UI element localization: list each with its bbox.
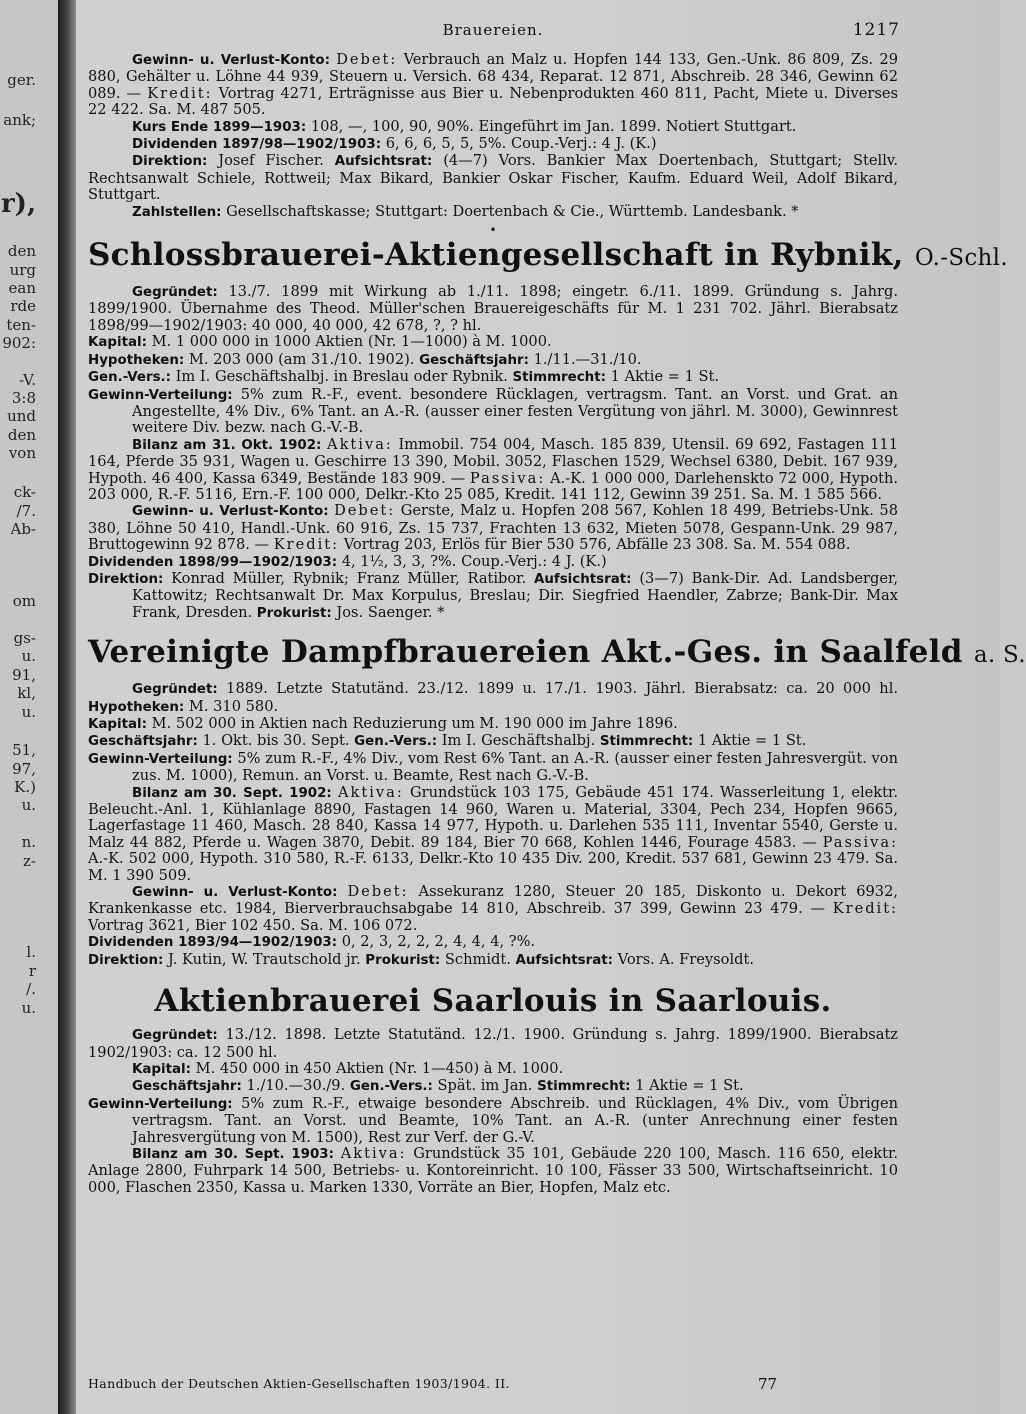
field-value: Gerste, Malz u. Hopfen 208 567, Kohlen 18 499, Betriebs-Unk. 58 380, Löhne 50 410, Handl.-Unk. 60 916, Zs. 15 737, Frachten 13 632, Mieten 5078, Gespann-Unk. 29 987, Bruttogewinn 92 878. — <box>88 502 899 554</box>
field-label: Kapital: <box>88 335 147 351</box>
kapital-line <box>88 1061 898 1078</box>
field-label: Gewinn-Verteilung: <box>88 387 233 403</box>
field-label: Stimmrecht: <box>599 734 694 750</box>
margin-fragment: ten- <box>6 316 36 334</box>
margin-fragment: r), <box>0 189 36 219</box>
kapital-line <box>88 716 898 733</box>
margin-fragment: om <box>12 592 36 610</box>
margin-fragment: Ab- <box>10 520 36 538</box>
margin-fragment: 3:8 <box>11 389 36 407</box>
running-header <box>88 22 898 52</box>
field-label: Geschäftsjahr: <box>419 352 529 368</box>
margin-fragment: 902: <box>2 334 36 352</box>
field-value: 1. Okt. bis 30. Sept. <box>202 732 350 750</box>
zahlstellen-line <box>88 204 898 221</box>
field-label: Geschäftsjahr: <box>88 734 198 750</box>
field-value: M. 502 000 in Aktien nach Reduzierung um M. 190 000 im Jahre 1896. <box>151 715 678 732</box>
field-value: Spät. im Jan. <box>437 1077 533 1095</box>
field-label: Gegründet: <box>132 1028 218 1044</box>
company-entry-saarlouis <box>88 983 898 1196</box>
company-name: Aktienbrauerei Saarlouis in Saarlouis. <box>154 983 832 1020</box>
field-value: Konrad Müller, Rybnik; Franz Müller, Ratibor. <box>171 569 527 587</box>
field-value: Vortrag 4271, Erträgnisse aus Bier u. Nebenprodukten 460 811, Pacht, Miete u. Diverses 22 422. Sa. M. 487 505. <box>88 84 899 119</box>
direktion-line <box>88 952 898 969</box>
field-label: Direktion: <box>88 571 164 587</box>
field-label: Aufsichtsrat: <box>515 952 613 968</box>
field-value: Jos. Saenger. * <box>336 603 445 621</box>
field-value: A.-K. 502 000, Hypoth. 310 580, R.-F. 6133, Delkr.-Kto 10 435 Div. 200, Kredit. 537 681, Gewinn 23 479. Sa. M. 1 390 509. <box>88 850 898 884</box>
field-value: Josef Fischer. <box>218 152 324 170</box>
bilanz-line <box>88 437 898 504</box>
field-value: Verbrauch an Malz u. Hopfen 144 133, Gen.-Unk. 86 809, Zs. 29 880, Gehälter u. Löhne 44 939, Steuern u. Versich. 68 434, Reparat. 12 871, Abschreib. 28 346, Gewinn 62 089. — <box>88 51 898 102</box>
field-label: Bilanz am 31. Okt. 1902: <box>132 437 322 453</box>
margin-fragment: rde <box>10 297 36 315</box>
hypotheken-line <box>88 352 898 369</box>
field-label: Gewinn- u. Verlust-Konto: <box>132 504 329 520</box>
field-label: Kapital: <box>88 717 147 732</box>
margin-fragment: von <box>8 444 36 462</box>
aktiva-label: Aktiva: <box>337 783 404 801</box>
margin-fragment: n. <box>21 833 36 851</box>
company-title <box>88 237 1008 276</box>
direktion-line <box>88 571 898 622</box>
field-label: Hypotheken: <box>88 352 185 368</box>
margin-fragment: u. <box>21 647 36 665</box>
margin-fragment: u. <box>21 999 36 1017</box>
footer-text: Handbuch der Deutschen Aktien-Gesellschaften 1903/1904. II. <box>88 1375 510 1391</box>
page-footer <box>88 1372 898 1392</box>
entry-continuation <box>88 52 898 237</box>
field-label: Gegründet: <box>132 682 218 698</box>
field-value: 1 Aktie = 1 St. <box>635 1077 744 1095</box>
field-label: Gen.-Vers.: <box>88 370 172 386</box>
field-label: Prokurist: <box>365 952 441 968</box>
field-value: 1./11.—31./10. <box>533 350 642 368</box>
gewinn-verteilung-line <box>88 1096 898 1146</box>
field-label: Gen.-Vers.: <box>349 1079 433 1095</box>
margin-fragment: l. <box>26 943 36 961</box>
field-value: M. 310 580. <box>188 697 279 715</box>
margin-fragment: 97, <box>12 760 36 778</box>
margin-fragment: u. <box>21 796 36 814</box>
field-value: 6, 6, 6, 5, 5, 5%. Coup.-Verj.: 4 J. (K.) <box>385 135 657 153</box>
field-label: Kurs Ende 1899—1903: <box>132 119 307 135</box>
margin-fragment: 91, <box>12 666 36 684</box>
field-value: 13./7. 1899 mit Wirkung ab 1./11. 1898; eingetr. 6./11. 1899. Gründung s. Jahrg. 1899/1900. Übernahme des Theod. Müller'schen Brauereigeschäfts für M. 1 231 702. Jährl. Bierabsatz 1898/99—1902/1903: 40 000, 40 000, 42 678, ?, ? hl. <box>88 283 898 334</box>
bilanz-line <box>88 785 898 884</box>
field-label: Gen.-Vers.: <box>354 734 438 750</box>
aktiva-label: Aktiva: <box>340 1144 407 1162</box>
gegruendet-line <box>88 681 898 716</box>
field-value: 1 Aktie = 1 St. <box>697 732 807 750</box>
margin-fragment: und <box>7 407 36 425</box>
field-value: 1889. Letzte Statutänd. 23./12. 1899 u. 17./1. 1903. Jährl. Bierabsatz: ca. 20 000 hl. <box>226 680 898 698</box>
margin-fragment: ger. <box>7 71 36 89</box>
field-value: Immobil. 754 004, Masch. 185 839, Utensil. 69 692, Fastagen 111 164, Pferde 35 931, Wagen u. Geschirre 13 390, Mobil. 3052, Flaschen 1529, Wechsel 6380, Debit. 167 939, Hypoth. 46 400, Kassa 6349, Bestände 183 909. — <box>88 435 899 487</box>
company-entry-saalfeld <box>88 634 1026 969</box>
field-label: Aufsichtsrat: <box>334 154 433 170</box>
passiva-label: Passiva: <box>822 833 898 851</box>
field-value: A.-K. 1 000 000, Darlehenskto 72 000, Hypoth. 203 000, R.-F. 5116, Ern.-F. 100 000, Delkr.-Kto 25 085, Kredit. 141 112, Gewinn 39 251. Sa. M. 1 585 566. <box>88 469 899 503</box>
gewinn-verlust-konto <box>88 52 898 119</box>
field-value: Gesellschaftskasse; Stuttgart: Doertenbach & Cie., Württemb. Landesbank. * <box>226 202 799 220</box>
field-value: 13./12. 1898. Letzte Statutänd. 12./1. 1900. Gründung s. Jahrg. 1899/1900. Bierabsatz 1902/1903: ca. 12 500 hl. <box>88 1026 898 1061</box>
kredit-label: Kredit: <box>832 900 898 918</box>
margin-fragment: gs- <box>13 629 36 647</box>
field-label: Gewinn- u. Verlust-Konto: <box>132 53 330 68</box>
dividenden-line <box>88 554 898 571</box>
field-value: M. 1 000 000 in 1000 Aktien (Nr. 1—1000) à M. 1000. <box>151 333 552 351</box>
field-value: 4, 1½, 3, 3, ?%. Coup.-Verj.: 4 J. (K.) <box>341 552 607 570</box>
gegruendet-line <box>88 1027 898 1061</box>
page-content <box>88 20 1026 1393</box>
field-label: Bilanz am 30. Sept. 1903: <box>132 1146 334 1162</box>
field-label: Gegründet: <box>132 285 218 301</box>
field-label: Kapital: <box>132 1061 191 1077</box>
geschaeftsjahr-line <box>88 733 898 750</box>
field-value: 1./10.—30./9. <box>246 1077 346 1095</box>
field-label: Geschäftsjahr: <box>132 1079 242 1095</box>
field-value: 0, 2, 3, 2, 2, 2, 4, 4, 4, ?%. <box>341 933 536 951</box>
margin-fragment: ck- <box>13 483 36 501</box>
section-separator-mark: • <box>489 223 497 238</box>
margin-fragment: z- <box>23 852 36 870</box>
gewinn-verlust-konto <box>88 884 898 934</box>
field-value: M. 450 000 in 450 Aktien (Nr. 1—450) à M. 1000. <box>195 1059 564 1077</box>
gewinn-verlust-konto <box>88 503 898 553</box>
debet-label: Debet: <box>334 502 396 520</box>
previous-page-margin <box>0 0 58 1414</box>
margin-fragment: /7. <box>16 502 36 520</box>
margin-fragment: den <box>7 426 36 444</box>
field-label: Gewinn-Verteilung: <box>88 1096 233 1112</box>
company-name: Schlossbrauerei-Aktiengesellschaft in Rybnik, <box>88 237 904 274</box>
passiva-label: Passiva: <box>469 469 546 487</box>
field-value: J. Kutin, W. Trautschold jr. <box>168 950 361 968</box>
field-label: Direktion: <box>88 952 164 968</box>
field-value: Grundstück 103 175, Gebäude 451 174. Wasserleitung 1, elektr. Beleucht.-Anl. 1, Kühlanlage 8890, Fastagen 14 960, Waren u. Material, 3304, Pech 234, Hopfen 9665, Lagerfastage 11 460, Masch. 28 840, Kassa 14 977, Hypoth. u. Darlehen 535 111, Inventar 5540, Gerste u. Malz 44 882, Pferde u. Wagen 3870, Debit. 89 184, Bier 70 668, Kohlen 1446, Fourage 4583. — <box>88 783 899 851</box>
field-value: Schmidt. <box>444 950 511 968</box>
geschaeftsjahr-line <box>88 1078 898 1095</box>
margin-fragment: ean <box>8 279 36 297</box>
kredit-label: Kredit: <box>147 84 213 102</box>
field-value: Vortrag 3621, Bier 102 450. Sa. M. 106 072. <box>88 916 418 934</box>
field-label: Dividenden 1897/98—1902/1903: <box>132 137 382 153</box>
gegruendet-line <box>88 284 898 334</box>
field-value: Assekuranz 1280, Steuer 20 185, Diskonto u. Dekort 6932, Krankenkasse etc. 1984, Bierverbrauchsabgabe 14 810, Abschreib. 37 399, Gewinn 23 479. — <box>88 883 898 918</box>
direktion-line <box>88 153 898 203</box>
company-entry-rybnik <box>88 237 1008 622</box>
field-value: 108, —, 100, 90, 90%. Eingeführt im Jan. 1899. Notiert Stuttgart. <box>310 117 797 135</box>
company-location: a. S. <box>973 642 1026 669</box>
field-value: M. 203 000 (am 31./10. 1902). <box>188 350 415 368</box>
margin-fragment: /. <box>26 980 36 998</box>
gewinn-verteilung-line <box>88 387 898 437</box>
field-value: (3—7) Bank-Dir. Ad. Landsberger, Kattowitz; Rechtsanwalt Dr. Max Korpulus, Breslau; Dir. Siegfried Haendler, Zabrze; Bank-Dir. Max Frank, Dresden. <box>132 569 899 621</box>
field-value: Vortrag 203, Erlös für Bier 530 576, Abfälle 23 308. Sa. M. 554 088. <box>343 536 851 554</box>
dividenden-line <box>88 136 898 153</box>
field-value: Grundstück 35 101, Gebäude 220 100, Masch. 116 650, elektr. Anlage 2800, Fuhrpark 14 500, Betriebs- u. Kontoreinricht. 10 100, Fässer 33 500, Wirtschaftseinricht. 10 000, Flaschen 2350, Kassa u. Marken 1330, Vorräte an Bier, Hopfen, Malz etc. <box>88 1144 898 1196</box>
field-value: Vors. A. Freysoldt. <box>617 950 754 968</box>
debet-label: Debet: <box>336 51 398 68</box>
margin-fragment: -V. <box>19 371 36 389</box>
margin-fragment: 51, <box>12 741 36 759</box>
field-label: Direktion: <box>132 154 208 170</box>
kredit-label: Kredit: <box>273 536 340 554</box>
aktiva-label: Aktiva: <box>327 435 393 453</box>
margin-fragment: kl, <box>17 684 36 702</box>
kurs-line <box>88 119 898 136</box>
field-value: 1 Aktie = 1 St. <box>610 368 720 386</box>
field-value: 5% zum R.-F., etwaige besondere Abschreib. und Rücklagen, 4% Div., vom Übrigen vertragsm. Tant. an Vorst. und Beamte, 10% Tant. an A.-R. (unter Anrechnung einer festen Jahresvergütung von M. 1500), Rest zur Verf. der G.-V. <box>132 1094 898 1146</box>
running-title: Brauereien. <box>442 21 544 39</box>
dividenden-line <box>88 934 898 951</box>
company-title <box>88 634 1026 673</box>
debet-label: Debet: <box>347 883 409 901</box>
margin-fragment: r <box>28 962 36 980</box>
field-label: Gewinn- u. Verlust-Konto: <box>132 885 338 901</box>
kapital-line <box>88 334 898 351</box>
field-label: Zahlstellen: <box>132 204 222 220</box>
field-label: Stimmrecht: <box>537 1079 631 1095</box>
field-label: Hypotheken: <box>88 699 185 715</box>
field-label: Gewinn-Verteilung: <box>88 751 233 767</box>
field-value: Im I. Geschäftshalbj. in Breslau oder Rybnik. <box>175 368 508 386</box>
margin-fragment: den <box>7 242 36 260</box>
company-title <box>88 983 898 1019</box>
field-label: Stimmrecht: <box>512 370 606 386</box>
signature-mark: 77 <box>758 1374 778 1393</box>
field-label: Dividenden 1898/99—1902/1903: <box>88 554 338 570</box>
field-label: Aufsichtsrat: <box>533 571 632 587</box>
field-value: 5% zum R.-F., 4% Div., vom Rest 6% Tant. an A.-R. (ausser einer festen Jahresvergüt. von zus. M. 1000), Remun. an Vorst. u. Beamte, Rest nach G.-V.-B. <box>132 749 898 785</box>
company-location: O.-Schl. <box>914 245 1008 272</box>
margin-fragment: K.) <box>14 778 36 796</box>
company-name: Vereinigte Dampfbrauereien Akt.-Ges. in Saalfeld <box>88 634 963 671</box>
bilanz-line <box>88 1146 898 1196</box>
field-label: Bilanz am 30. Sept. 1902: <box>132 785 332 801</box>
book-gutter <box>58 0 76 1414</box>
margin-fragment: u. <box>21 703 36 721</box>
field-value: 5% zum R.-F., event. besondere Rücklagen, vertragsm. Tant. an Vorst. und Grat. an Angestellte, 4% Div., 6% Tant. an A.-R. (ausser einer festen Vergütung von jährl. M. 3000), Gewinnrest weitere Div. bezw. nach G.-V.-B. <box>132 385 899 437</box>
field-value: Im I. Geschäftshalbj. <box>441 732 596 750</box>
page-number: 1217 <box>852 20 900 40</box>
field-label: Dividenden 1893/94—1902/1903: <box>88 935 338 951</box>
gewinn-verteilung-line <box>88 751 898 785</box>
field-value: (4—7) Vors. Bankier Max Doertenbach, Stuttgart; Stellv. Rechtsanwalt Schiele, Rottweil; Max Bikard, Bankier Oskar Fischer, Kaufm. Eduard Weil, Adolf Bikard, Stuttgart. <box>88 152 899 204</box>
field-label: Prokurist: <box>256 605 332 621</box>
margin-fragment: urg <box>9 261 36 279</box>
margin-fragment: ank; <box>3 111 36 129</box>
genvers-line <box>88 369 898 386</box>
